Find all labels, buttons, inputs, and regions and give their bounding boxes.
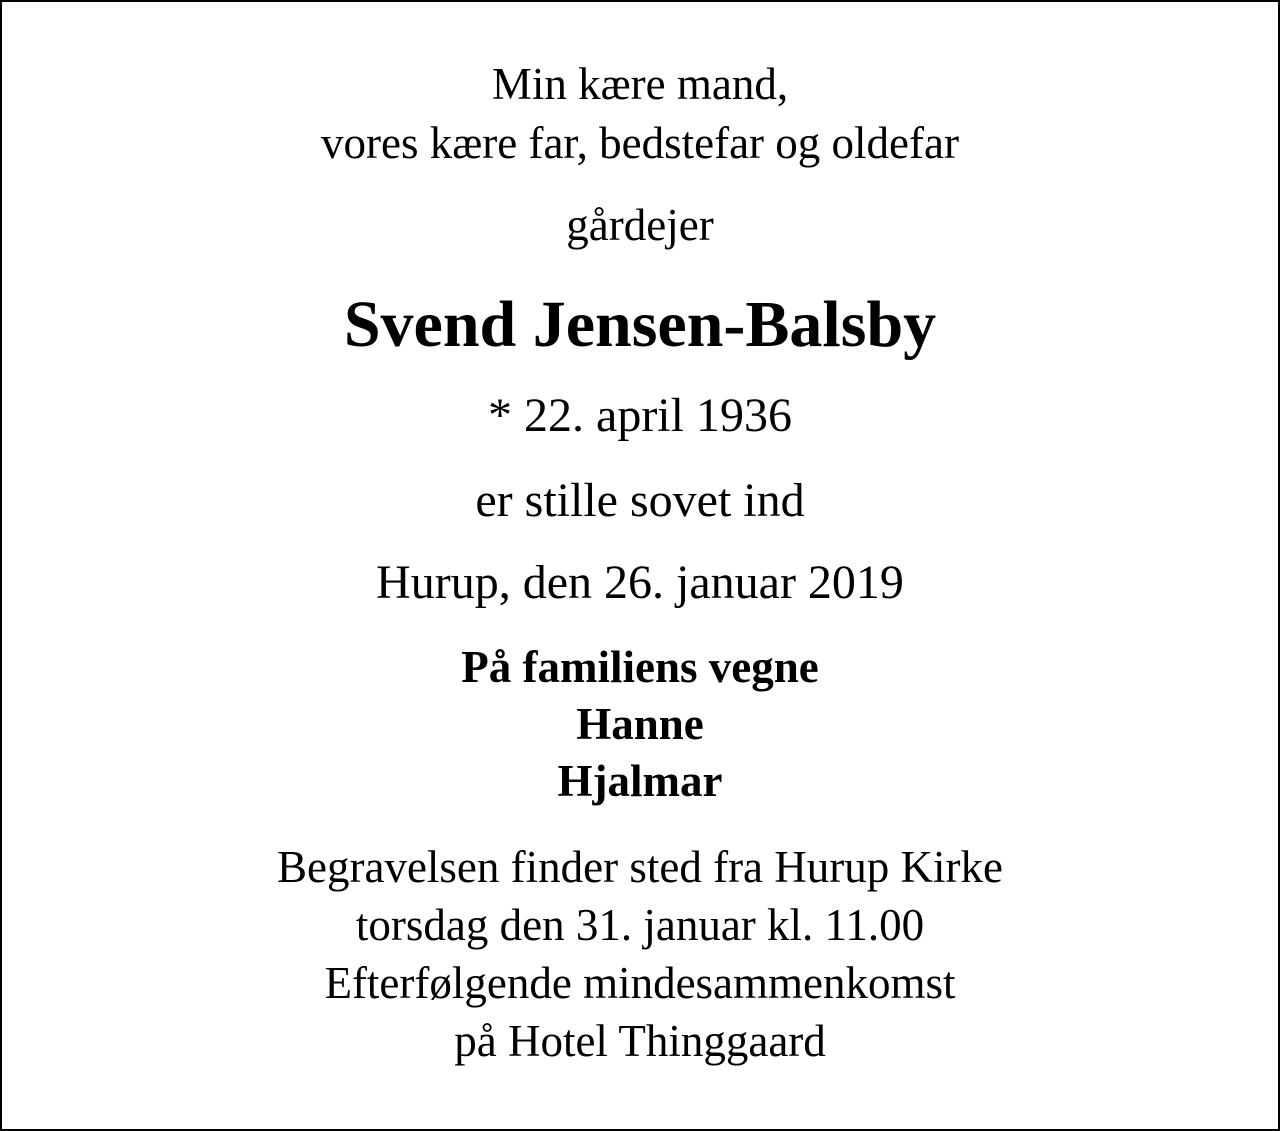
funeral-line-3: Efterfølgende mindesammenkomst	[324, 958, 956, 1008]
occupation-title: gårdejer	[566, 200, 714, 250]
signature-line-2: Hanne	[576, 699, 704, 749]
signature-line-3: Hjalmar	[557, 756, 723, 806]
funeral-line-2: torsdag den 31. januar kl. 11.00	[355, 900, 925, 950]
intro-line-2: vores kære far, bedstefar og oldefar	[321, 118, 959, 168]
intro-line-1: Min kære mand,	[491, 59, 789, 109]
funeral-line-4: på Hotel Thinggaard	[454, 1016, 826, 1066]
deceased-name: Svend Jensen-Balsby	[343, 288, 937, 361]
funeral-line-1: Begravelsen finder sted fra Hurup Kirke	[277, 842, 1003, 892]
passing-statement: er stille sovet ind	[475, 474, 805, 527]
place-and-date: Hurup, den 26. januar 2019	[376, 556, 904, 609]
signature-line-1: På familiens vegne	[461, 642, 819, 692]
birth-date: * 22. april 1936	[488, 389, 792, 442]
